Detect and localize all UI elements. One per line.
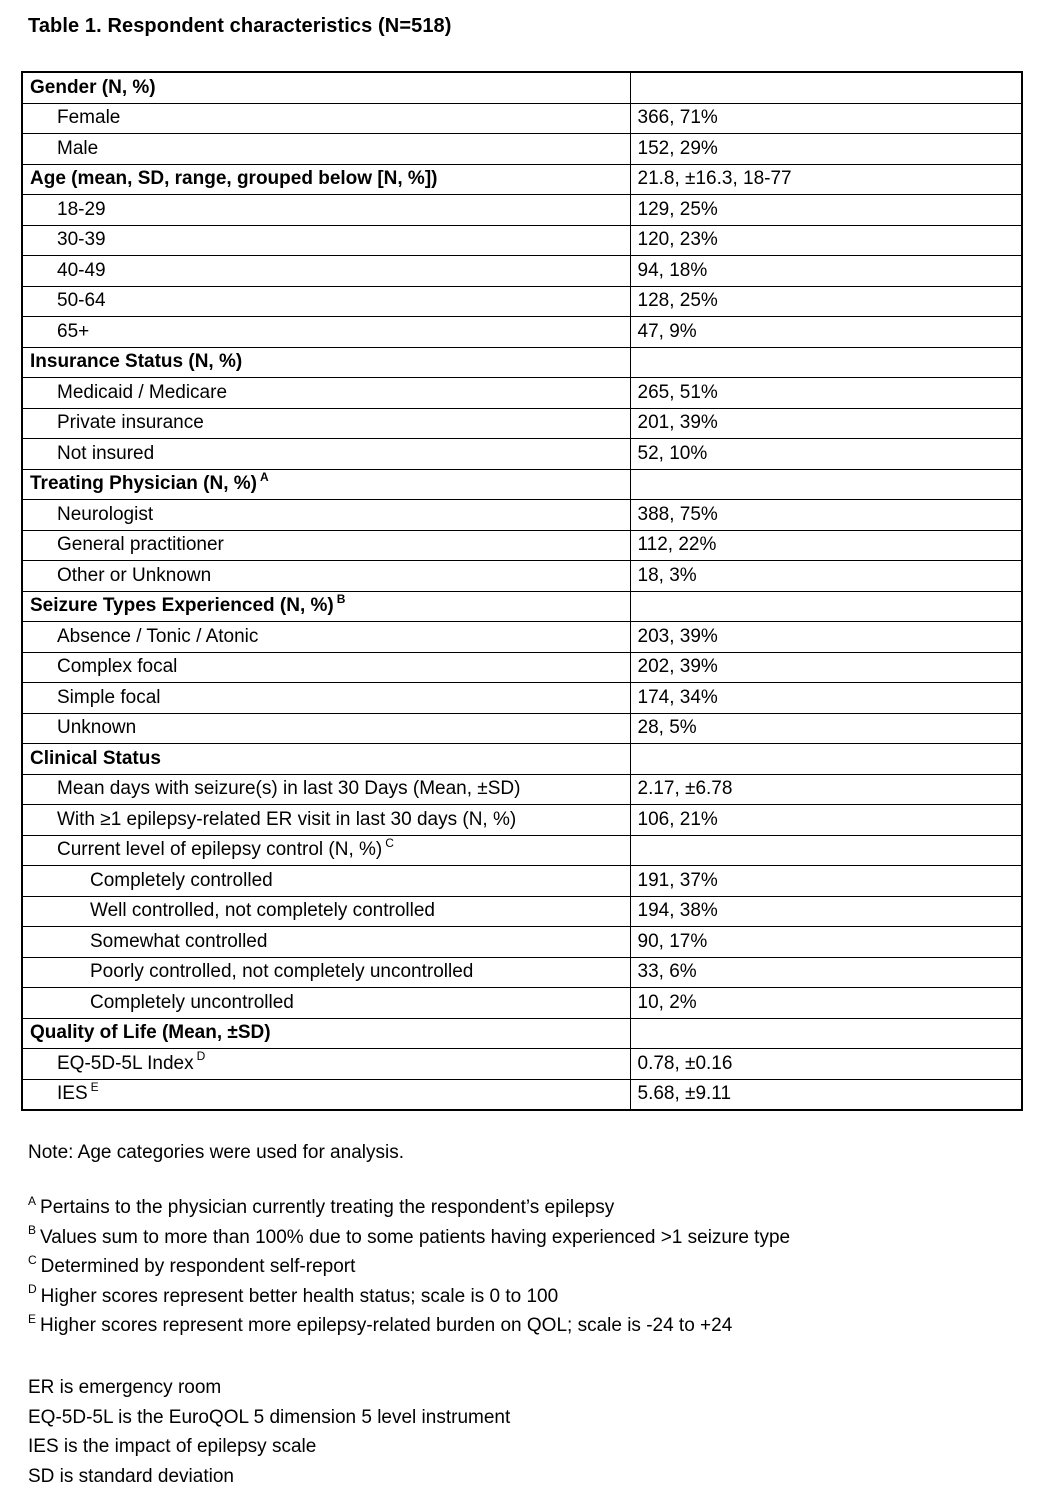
footnote-text: Pertains to the physician currently treating the respondent’s epilepsy bbox=[40, 1197, 615, 1218]
table-row bbox=[22, 469, 1022, 500]
row-label: Completely uncontrolled bbox=[90, 991, 294, 1013]
row-label: Medicaid / Medicare bbox=[57, 381, 228, 403]
table-row bbox=[22, 530, 1022, 561]
row-label: Other or Unknown bbox=[57, 564, 212, 586]
row-value-cell: 201, 39% bbox=[630, 408, 1022, 439]
row-label: 30-39 bbox=[57, 229, 106, 251]
table-row bbox=[22, 134, 1022, 165]
footnote-line bbox=[28, 1193, 790, 1223]
row-label: Neurologist bbox=[57, 503, 154, 525]
table-row bbox=[22, 835, 1022, 866]
row-value-cell: 0.78, ±0.16 bbox=[630, 1049, 1022, 1080]
table-row bbox=[22, 744, 1022, 775]
footnote-text: Values sum to more than 100% due to some patients having experienced >1 seizure type bbox=[40, 1226, 791, 1248]
row-value-cell: 52, 10% bbox=[630, 439, 1022, 470]
row-value-cell: 129, 25% bbox=[630, 195, 1022, 226]
row-value-cell: 191, 37% bbox=[630, 866, 1022, 897]
row-label-cell bbox=[22, 683, 630, 714]
row-value-cell: 152, 29% bbox=[630, 134, 1022, 165]
row-label-cell bbox=[22, 713, 630, 744]
table-row bbox=[22, 378, 1022, 409]
footnote-marker: D bbox=[28, 1282, 37, 1297]
row-value-cell bbox=[630, 1018, 1022, 1049]
row-value-cell: 18, 3% bbox=[630, 561, 1022, 592]
row-value-cell: 265, 51% bbox=[630, 378, 1022, 409]
row-label-cell bbox=[22, 256, 630, 287]
footnote-marker: C bbox=[28, 1252, 37, 1267]
abbreviation-line: IES is the impact of epilepsy scale bbox=[28, 1436, 317, 1457]
row-label: EQ-5D-5L Index bbox=[57, 1052, 194, 1074]
row-label: Mean days with seizure(s) in last 30 Days (Mean, ±SD) bbox=[57, 778, 521, 800]
table-row bbox=[22, 683, 1022, 714]
abbreviation-line: SD is standard deviation bbox=[28, 1465, 234, 1487]
footnote-text: Determined by respondent self-report bbox=[40, 1256, 356, 1277]
row-value-cell: 194, 38% bbox=[630, 896, 1022, 927]
row-label-cell bbox=[22, 317, 630, 348]
row-label: Gender (N, %) bbox=[30, 76, 156, 98]
row-value-cell bbox=[630, 469, 1022, 500]
row-value-cell: 174, 34% bbox=[630, 683, 1022, 714]
row-label-cell bbox=[22, 835, 630, 866]
row-value-cell: 5.68, ±9.11 bbox=[630, 1079, 1022, 1110]
row-label: Insurance Status (N, %) bbox=[30, 351, 243, 373]
row-label-cell bbox=[22, 652, 630, 683]
row-label: Female bbox=[57, 107, 121, 129]
row-label-cell bbox=[22, 225, 630, 256]
table-row bbox=[22, 1049, 1022, 1080]
row-value-cell: 33, 6% bbox=[630, 957, 1022, 988]
row-label-cell bbox=[22, 561, 630, 592]
table-row bbox=[22, 591, 1022, 622]
row-label-cell bbox=[22, 134, 630, 165]
table-row bbox=[22, 103, 1022, 134]
row-label-cell bbox=[22, 439, 630, 470]
row-label-cell bbox=[22, 347, 630, 378]
footnote-marker: D bbox=[196, 1049, 206, 1064]
table-row bbox=[22, 896, 1022, 927]
row-label-cell bbox=[22, 774, 630, 805]
row-value-cell: 21.8, ±16.3, 18-77 bbox=[630, 164, 1022, 195]
row-label-cell bbox=[22, 103, 630, 134]
analysis-note: Note: Age categories were used for analysis. bbox=[28, 1142, 404, 1163]
row-label: Seizure Types Experienced (N, %) bbox=[30, 595, 334, 617]
row-label-cell bbox=[22, 957, 630, 988]
table-row bbox=[22, 164, 1022, 195]
row-value-cell bbox=[630, 835, 1022, 866]
table-row bbox=[22, 622, 1022, 653]
table-row bbox=[22, 988, 1022, 1019]
table-row bbox=[22, 500, 1022, 531]
row-value-cell: 28, 5% bbox=[630, 713, 1022, 744]
row-label-cell bbox=[22, 1079, 630, 1110]
row-value-cell: 90, 17% bbox=[630, 927, 1022, 958]
row-label: 65+ bbox=[57, 320, 90, 342]
row-value-cell: 10, 2% bbox=[630, 988, 1022, 1019]
row-label: Treating Physician (N, %) bbox=[30, 473, 257, 495]
row-label-cell bbox=[22, 744, 630, 775]
row-label-cell bbox=[22, 286, 630, 317]
row-label: 50-64 bbox=[57, 290, 106, 312]
row-label: Not insured bbox=[57, 442, 155, 464]
table-row bbox=[22, 225, 1022, 256]
table-row bbox=[22, 317, 1022, 348]
table-row bbox=[22, 286, 1022, 317]
table-row bbox=[22, 1079, 1022, 1110]
row-value-cell bbox=[630, 591, 1022, 622]
row-value-cell: 106, 21% bbox=[630, 805, 1022, 836]
row-value-cell: 94, 18% bbox=[630, 256, 1022, 287]
table-row bbox=[22, 72, 1022, 103]
footnote-marker: E bbox=[90, 1079, 99, 1094]
table-row bbox=[22, 1018, 1022, 1049]
abbreviations-block bbox=[28, 1373, 510, 1491]
row-value-cell: 388, 75% bbox=[630, 500, 1022, 531]
footnotes-block bbox=[28, 1193, 790, 1341]
row-value-cell: 2.17, ±6.78 bbox=[630, 774, 1022, 805]
row-label-cell bbox=[22, 164, 630, 195]
table-row bbox=[22, 439, 1022, 470]
footnote-marker: A bbox=[28, 1193, 37, 1208]
row-label: Age (mean, SD, range, grouped below [N, %]) bbox=[30, 168, 438, 190]
table-row bbox=[22, 561, 1022, 592]
row-value-cell bbox=[630, 744, 1022, 775]
footnote-marker: B bbox=[336, 591, 346, 606]
row-label: With ≥1 epilepsy-related ER visit in last 30 days (N, %) bbox=[57, 808, 517, 830]
row-value-cell bbox=[630, 347, 1022, 378]
footnote-marker: C bbox=[385, 835, 394, 850]
row-label-cell bbox=[22, 866, 630, 897]
row-label-cell bbox=[22, 500, 630, 531]
footnote-marker: E bbox=[28, 1311, 37, 1326]
table-row bbox=[22, 957, 1022, 988]
row-label-cell bbox=[22, 622, 630, 653]
footnote-text: Higher scores represent more epilepsy-related burden on QOL; scale is -24 to +24 bbox=[40, 1315, 733, 1336]
row-label-cell bbox=[22, 408, 630, 439]
abbreviation-line: ER is emergency room bbox=[28, 1377, 222, 1398]
row-label-cell bbox=[22, 591, 630, 622]
row-label-cell bbox=[22, 530, 630, 561]
row-label-cell bbox=[22, 1018, 630, 1049]
row-label: Male bbox=[57, 137, 99, 159]
footnote-line bbox=[28, 1282, 790, 1312]
table-row bbox=[22, 256, 1022, 287]
table-title: Table 1. Respondent characteristics (N=518) bbox=[28, 15, 452, 37]
row-value-cell: 202, 39% bbox=[630, 652, 1022, 683]
row-label-cell bbox=[22, 195, 630, 226]
table-row bbox=[22, 408, 1022, 439]
respondent-characteristics-table bbox=[21, 71, 1023, 1111]
table-row bbox=[22, 652, 1022, 683]
table-row bbox=[22, 347, 1022, 378]
row-label: Clinical Status bbox=[30, 747, 161, 769]
row-label-cell bbox=[22, 927, 630, 958]
abbreviation-line: EQ-5D-5L is the EuroQOL 5 dimension 5 level instrument bbox=[28, 1406, 511, 1428]
row-value-cell: 120, 23% bbox=[630, 225, 1022, 256]
characteristics-table-body bbox=[22, 72, 1022, 1110]
row-label: General practitioner bbox=[57, 534, 224, 556]
row-label-cell bbox=[22, 72, 630, 103]
footnote-line bbox=[28, 1252, 790, 1282]
row-label: Unknown bbox=[57, 717, 137, 739]
row-label-cell bbox=[22, 805, 630, 836]
table-row bbox=[22, 866, 1022, 897]
row-value-cell bbox=[630, 72, 1022, 103]
footnote-line bbox=[28, 1311, 790, 1341]
row-label: Current level of epilepsy control (N, %) bbox=[57, 839, 383, 861]
row-label: 18-29 bbox=[57, 198, 106, 220]
table-row bbox=[22, 927, 1022, 958]
row-value-cell: 47, 9% bbox=[630, 317, 1022, 348]
row-label-cell bbox=[22, 896, 630, 927]
row-label-cell bbox=[22, 1049, 630, 1080]
footnote-marker: A bbox=[260, 469, 269, 484]
row-label: IES bbox=[57, 1083, 88, 1105]
row-label-cell bbox=[22, 378, 630, 409]
row-label: Completely controlled bbox=[90, 869, 273, 891]
row-label-cell bbox=[22, 988, 630, 1019]
row-label: Quality of Life (Mean, ±SD) bbox=[30, 1022, 271, 1044]
footnote-line bbox=[28, 1223, 790, 1253]
footnote-marker: B bbox=[28, 1223, 37, 1238]
row-label: 40-49 bbox=[57, 259, 106, 281]
row-label: Complex focal bbox=[57, 656, 178, 678]
row-value-cell: 203, 39% bbox=[630, 622, 1022, 653]
table-row bbox=[22, 805, 1022, 836]
row-value-cell: 128, 25% bbox=[630, 286, 1022, 317]
table-row bbox=[22, 713, 1022, 744]
footnote-text: Higher scores represent better health status; scale is 0 to 100 bbox=[40, 1285, 559, 1307]
row-label: Somewhat controlled bbox=[90, 930, 268, 952]
row-value-cell: 366, 71% bbox=[630, 103, 1022, 134]
table-row bbox=[22, 195, 1022, 226]
row-value-cell: 112, 22% bbox=[630, 530, 1022, 561]
row-label: Well controlled, not completely controlled bbox=[90, 900, 435, 922]
row-label: Poorly controlled, not completely uncontrolled bbox=[90, 961, 474, 983]
row-label: Simple focal bbox=[57, 686, 161, 708]
row-label: Private insurance bbox=[57, 412, 204, 434]
row-label: Absence / Tonic / Atonic bbox=[57, 625, 259, 647]
table-row bbox=[22, 774, 1022, 805]
row-label-cell bbox=[22, 469, 630, 500]
